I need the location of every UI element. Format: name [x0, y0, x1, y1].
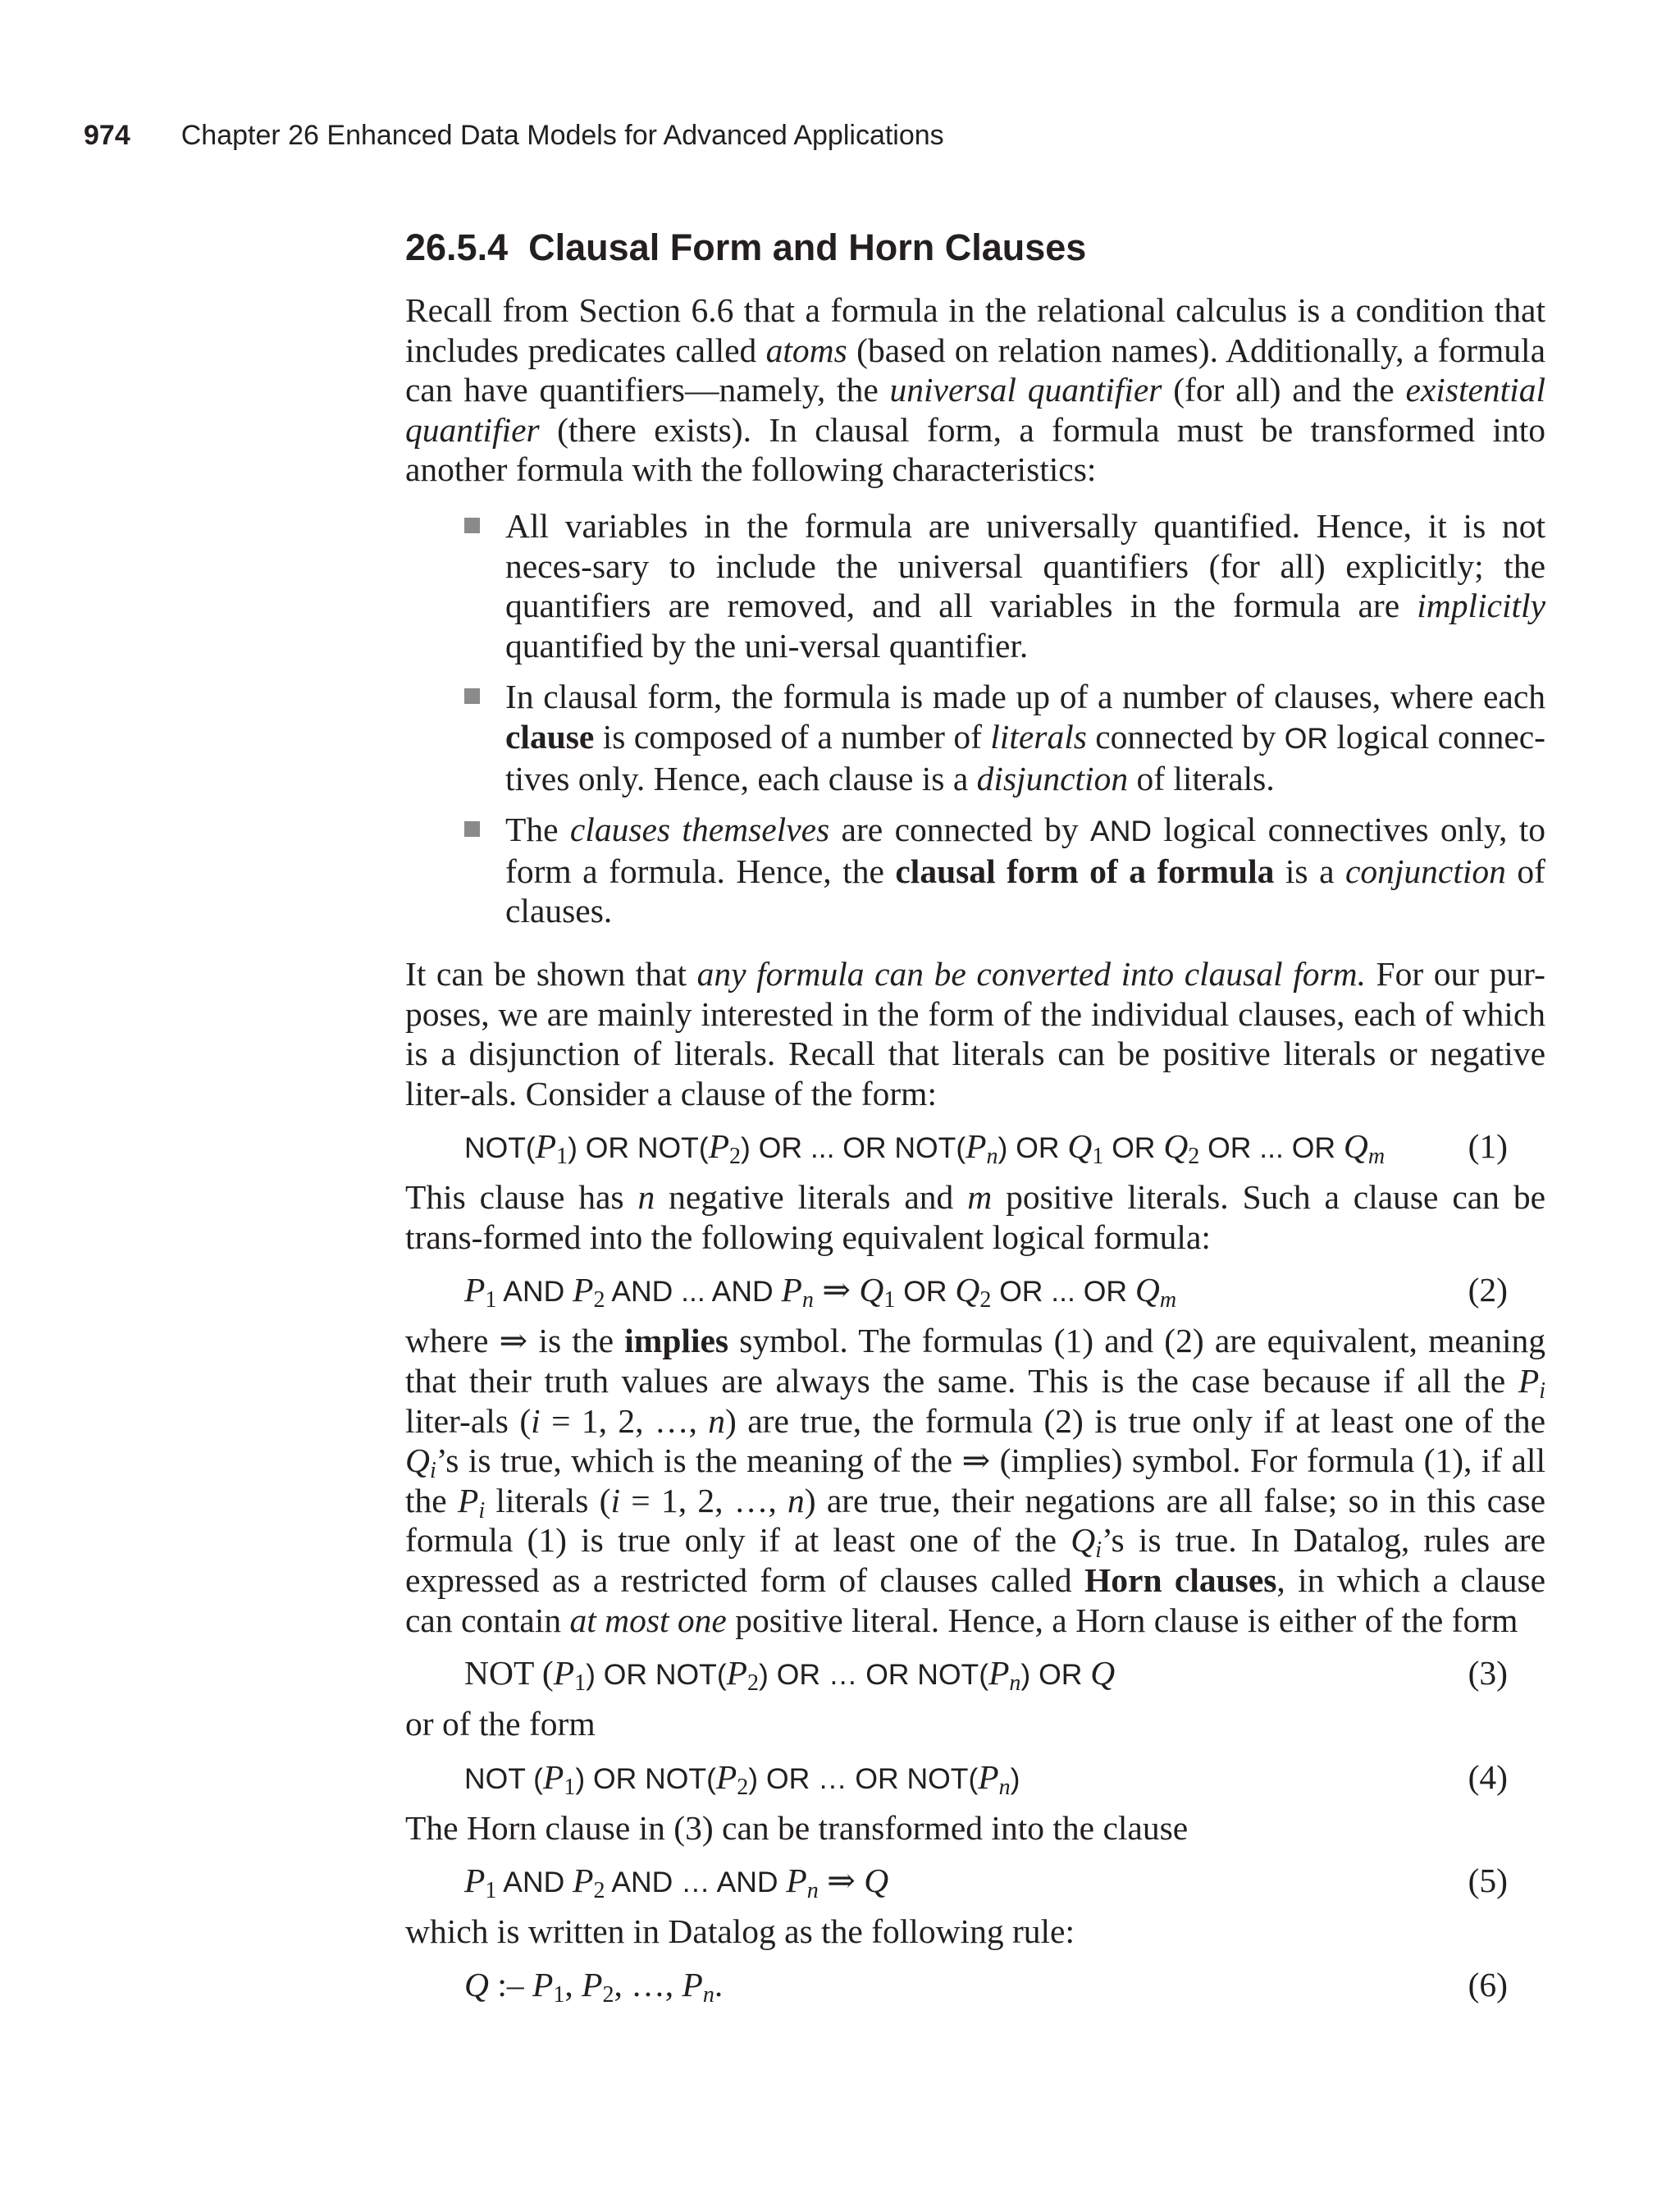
formula-sub: 2: [747, 1670, 760, 1697]
formula-text: ,: [564, 1966, 582, 2003]
formula-text: ) OR ... OR NOT(: [741, 1131, 966, 1165]
formula-sub: 2: [979, 1287, 992, 1313]
term-conjunction: conjunction: [1344, 852, 1506, 890]
list-item-text: is a: [1274, 852, 1345, 890]
var-Q: Q: [1071, 1521, 1096, 1560]
formula-text: ): [1010, 1761, 1020, 1795]
page-content: [405, 222, 1545, 2016]
formula-1: [405, 1118, 1545, 1174]
formula-text: ) OR: [998, 1131, 1068, 1165]
equation-number: (1): [1468, 1127, 1508, 1166]
list-item: [405, 506, 1545, 665]
formula-var: Q: [859, 1271, 884, 1309]
list-item: [405, 810, 1545, 931]
var-Q: Q: [405, 1441, 430, 1480]
formula-var: Q: [1134, 1271, 1160, 1309]
equation-number: (5): [1468, 1862, 1508, 1900]
list-item-text: of literals.: [1128, 759, 1275, 797]
formula-sub: n: [998, 1774, 1011, 1800]
list-item-text: is composed of a number of: [594, 717, 991, 756]
formula-sub: 2: [593, 1878, 605, 1904]
page-number: 974: [84, 120, 130, 151]
term-clausal-form: clausal form of a formula: [895, 852, 1275, 890]
term-universal-quantifier: universal quantifier: [889, 371, 1162, 409]
formula-sub: 1: [883, 1287, 896, 1313]
paragraph-or-form: or of the form: [405, 1705, 596, 1743]
var-i: i: [1095, 1537, 1102, 1564]
paragraph-text: liter-als (: [405, 1401, 532, 1440]
var-i: i: [429, 1458, 436, 1484]
paragraph-text: positive literal. Hence, a Horn clause is either of the form: [726, 1601, 1518, 1639]
intro-text: (there exists). In clausal form, a formula must be transformed into another formula with the following characteristics:: [405, 410, 1545, 489]
formula-sub: 1: [564, 1774, 576, 1800]
intro-paragraph: [405, 290, 1545, 490]
formula-var: Q: [1163, 1127, 1189, 1166]
square-bullet-icon: [464, 821, 480, 837]
formula-2: [405, 1262, 1545, 1318]
square-bullet-icon: [464, 518, 480, 533]
list-item-text: In clausal form, the formula is made up of a number of clauses, where each: [505, 678, 1545, 716]
paragraph-text: For our pur-poses, we are mainly interested in the form of the individual clauses, each of which is a disjunction of literals. Recall that literals can be positive literals or negative liter-als. Consider a clause of the form:: [405, 954, 1545, 1112]
formula-text: ) OR NOT(: [586, 1658, 727, 1692]
paragraph-text: This clause has: [405, 1178, 638, 1217]
intro-text: (for all) and the: [1162, 371, 1406, 409]
formula-sub: 2: [737, 1774, 749, 1800]
list-item-text: of clauses.: [505, 852, 1545, 930]
formula-text: NOT (: [464, 1654, 554, 1693]
list-item-text: All variables in the formula are universally quantified. Hence, it is not neces-sary to include the universal quantifiers (for all) explicitly; the quantifiers are removed, and all variables in the formula are: [505, 506, 1545, 625]
term-horn-clauses: Horn clauses: [1084, 1561, 1277, 1600]
formula-sub: 1: [485, 1878, 497, 1904]
section-title: Clausal Form and Horn Clauses: [528, 226, 1087, 268]
formula-var: P: [535, 1127, 557, 1166]
formula-text: , …,: [614, 1966, 682, 2003]
equation-number: (2): [1468, 1271, 1508, 1309]
formula-var: P: [682, 1966, 703, 2003]
formula-var: P: [978, 1757, 999, 1796]
list-item-text: connected by: [1086, 717, 1285, 756]
formula-var: P: [553, 1654, 575, 1693]
formula-sub: n: [702, 1982, 714, 2008]
list-item-text: quantified by the uni-versal quantifier.: [505, 626, 1029, 665]
formula-sub: m: [1159, 1287, 1177, 1313]
equation-number: (4): [1468, 1757, 1508, 1796]
formula-5: [405, 1853, 1545, 1908]
formula-var: P: [966, 1127, 987, 1166]
formula-var: P: [573, 1862, 594, 1900]
term-implicitly: implicitly: [1417, 587, 1545, 625]
formula-var: P: [464, 1271, 486, 1309]
formula-sub: 1: [553, 1982, 565, 2008]
formula-text: ) OR NOT(: [568, 1131, 709, 1165]
intro-text: Recall from Section 6.6 that a formula in the relational calculus is a condition that includes predicates called: [405, 291, 1545, 369]
paragraph-clausal-form: [405, 954, 1545, 1113]
formula-sub: 1: [574, 1670, 587, 1697]
formula-var: P: [708, 1127, 730, 1166]
formula-sub: 1: [485, 1287, 497, 1313]
paragraph-text: ’s is true. In Datalog, rules are expressed as a restricted form of clauses called: [405, 1521, 1545, 1600]
paragraph-text: ’s is true, which is the meaning of the ⇒ (implies) symbol. For formula (1), if all the: [405, 1441, 1545, 1519]
equation-number: (3): [1468, 1654, 1508, 1693]
emphasis-any-formula: any formula can be converted into clausal form.: [696, 954, 1366, 993]
list-item-text: logical connec-tives only. Hence, each clause is a: [505, 717, 1545, 797]
var-m: m: [967, 1178, 993, 1217]
var-i: i: [610, 1481, 621, 1519]
paragraph-text: literals (: [485, 1481, 611, 1519]
var-P: P: [1518, 1362, 1540, 1400]
var-n: n: [637, 1178, 655, 1217]
var-n: n: [708, 1401, 725, 1440]
formula-sub: 2: [593, 1287, 605, 1313]
formula-var: P: [464, 1862, 486, 1900]
formula-text: NOT(: [464, 1131, 536, 1165]
paragraph-text: positive literals. Such a clause can be trans-formed into the following equivalent logical formula:: [405, 1178, 1545, 1256]
formula-sub: n: [806, 1878, 819, 1904]
formula-var: Q: [1090, 1654, 1116, 1693]
formula-text: ) OR … OR NOT(: [759, 1658, 989, 1692]
formula-sub: 1: [556, 1144, 568, 1170]
formula-text: AND … AND: [605, 1866, 787, 1899]
rule-symbol: :–: [488, 1966, 533, 2003]
formula-6: [405, 1957, 1545, 2012]
characteristics-list: [405, 506, 1545, 931]
formula-var: Q: [1067, 1127, 1093, 1166]
paragraph-implies: [405, 1321, 1545, 1640]
formula-text: OR: [895, 1275, 956, 1309]
formula-text: OR ... OR: [1199, 1131, 1344, 1165]
formula-var: P: [988, 1654, 1010, 1693]
implies-symbol: ⇒: [813, 1271, 860, 1309]
formula-sub: 2: [1188, 1144, 1200, 1170]
paragraph-datalog: which is written in Datalog as the following rule:: [405, 1912, 1075, 1951]
formula-var: Q: [864, 1862, 889, 1900]
formula-var: P: [532, 1966, 554, 2003]
var-P: P: [458, 1481, 479, 1519]
formula-var: P: [573, 1271, 594, 1309]
keyword-or: OR: [1284, 721, 1328, 755]
formula-sub: n: [986, 1144, 998, 1170]
var-i: i: [478, 1497, 486, 1524]
paragraph-text: where ⇒ is the: [405, 1322, 625, 1360]
term-implies: implies: [624, 1322, 729, 1360]
formula-text: ) OR … OR NOT(: [748, 1761, 979, 1795]
paragraph-text: ) are true, the formula (2) is true only if at least one of the: [725, 1401, 1546, 1440]
formula-sub: 2: [602, 1982, 614, 2008]
square-bullet-icon: [464, 688, 480, 704]
formula-sub: 2: [729, 1144, 742, 1170]
var-i: i: [1539, 1378, 1545, 1405]
formula-text: AND: [496, 1866, 573, 1899]
paragraph-text: = 1, 2, …,: [540, 1401, 709, 1440]
formula-var: Q: [464, 1966, 489, 2003]
formula-sub: 1: [1092, 1144, 1104, 1170]
paragraph-text: negative literals and: [655, 1178, 968, 1217]
formula-var: P: [786, 1862, 807, 1900]
equation-number: (6): [1468, 1966, 1508, 2003]
paragraph-literals: [405, 1177, 1545, 1257]
formula-text: ) OR NOT(: [575, 1761, 716, 1795]
formula-sub: n: [801, 1287, 814, 1313]
term-literals: literals: [990, 717, 1087, 756]
formula-var: P: [726, 1654, 748, 1693]
formula-sub: n: [1009, 1670, 1021, 1697]
formula-text: AND ... AND: [605, 1275, 782, 1309]
formula-var: P: [542, 1757, 564, 1796]
paragraph-text: It can be shown that: [405, 954, 697, 993]
formula-var: P: [781, 1271, 802, 1309]
formula-text: OR ... OR: [991, 1275, 1135, 1309]
formula-var: Q: [955, 1271, 980, 1309]
list-item-text: The: [505, 811, 570, 849]
section-number: 26.5.4: [405, 226, 509, 268]
paragraph-text: symbol. The formulas (1) and (2) are equivalent, meaning that their truth values are always the same. This is the case because if all the: [405, 1322, 1545, 1400]
formula-text: .: [714, 1966, 724, 2003]
list-item-text: logical connectives only, to form a formula. Hence, the: [505, 811, 1545, 890]
formula-text: AND: [496, 1275, 573, 1309]
var-i: i: [531, 1401, 541, 1440]
running-head: [84, 116, 944, 154]
formula-4: [405, 1749, 1545, 1805]
formula-var: P: [715, 1757, 737, 1796]
paragraph-text: , in which a clause can contain: [405, 1561, 1546, 1639]
formula-var: P: [582, 1966, 603, 2003]
term-atoms: atoms: [765, 331, 847, 369]
term-clause: clause: [505, 717, 595, 756]
formula-3: [405, 1645, 1545, 1701]
chapter-title: Chapter 26 Enhanced Data Models for Advanced Applications: [180, 120, 944, 151]
term-clauses-themselves: clauses themselves: [569, 811, 830, 849]
formula-text: NOT (: [464, 1761, 543, 1795]
paragraph-transform: The Horn clause in (3) can be transformed into the clause: [405, 1808, 1189, 1847]
formula-text: OR: [1103, 1131, 1164, 1165]
term-existential-quantifier: existential quantifier: [405, 371, 1545, 449]
paragraph-text: ) are true, their negations are all false; so in this case formula (1) is true only if at least one of the: [405, 1481, 1546, 1560]
list-item: [405, 677, 1545, 798]
list-item-text: are connected by: [829, 811, 1091, 849]
formula-sub: m: [1367, 1144, 1386, 1170]
keyword-and: AND: [1090, 815, 1152, 848]
emphasis-at-most-one: at most one: [569, 1601, 727, 1639]
term-disjunction: disjunction: [976, 759, 1129, 797]
paragraph-text: = 1, 2, …,: [620, 1481, 788, 1519]
intro-text: (based on relation names). Additionally, a formula can have quantifiers—namely, the: [405, 331, 1545, 409]
section-heading: [405, 222, 1545, 274]
var-n: n: [788, 1481, 805, 1519]
implies-symbol: ⇒: [818, 1862, 865, 1900]
formula-var: Q: [1343, 1127, 1368, 1166]
formula-text: ) OR: [1020, 1658, 1091, 1692]
